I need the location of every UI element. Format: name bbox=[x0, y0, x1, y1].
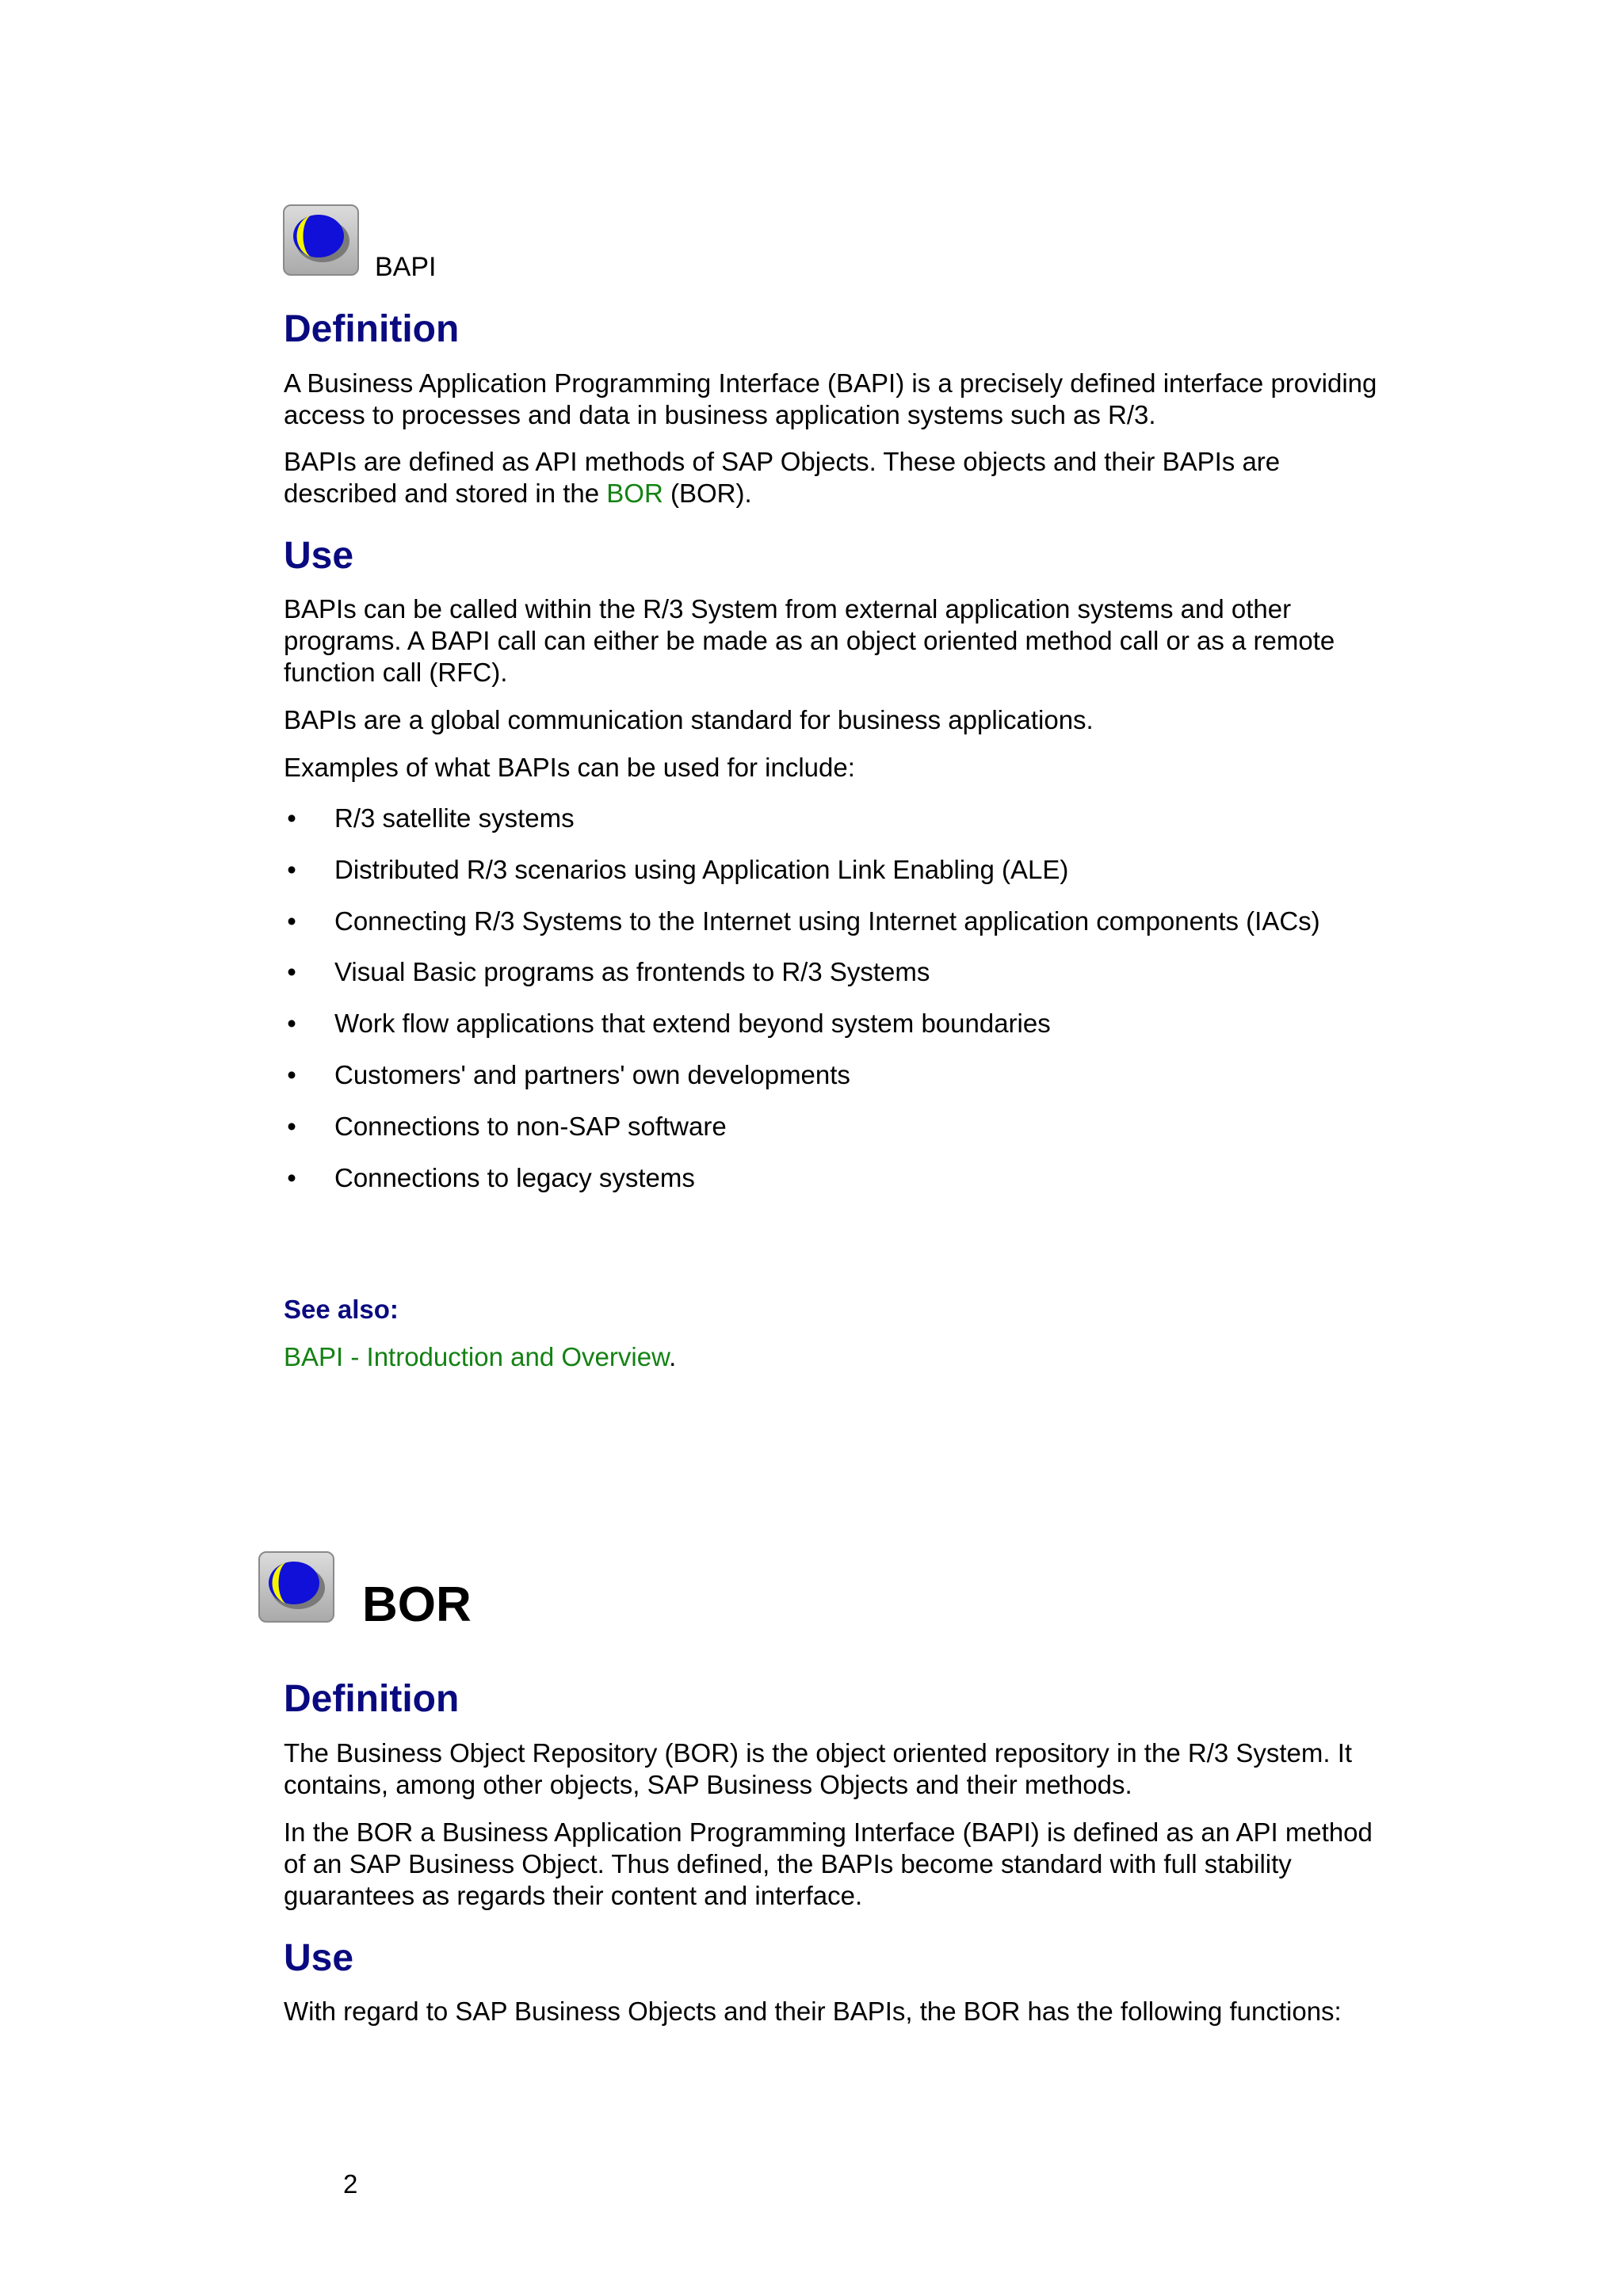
bor-definition-paragraph-1: The Business Object Repository (BOR) is the object oriented repository in the R/3 System. It contains, among other objects, SAP Business Objects and their methods. bbox=[284, 1738, 1353, 1799]
business-object-icon bbox=[283, 204, 359, 276]
list-item-text: Work flow applications that extend beyond system boundaries bbox=[334, 1009, 1051, 1038]
list-item bbox=[284, 1110, 1393, 1143]
bor-link[interactable]: BOR bbox=[606, 479, 663, 508]
section-title-bapi: BAPI bbox=[375, 252, 437, 282]
list-item bbox=[284, 1161, 1393, 1195]
list-item-text: Distributed R/3 scenarios using Application Link Enabling (ALE) bbox=[334, 855, 1069, 884]
bor-use-paragraph-1: With regard to SAP Business Objects and their BAPIs, the BOR has the following functions: bbox=[284, 1997, 1342, 2026]
list-item-text: Connecting R/3 Systems to the Internet using Internet application components (IACs) bbox=[334, 906, 1320, 936]
bullet-icon: • bbox=[287, 1163, 296, 1192]
list-item bbox=[284, 955, 1393, 989]
list-item bbox=[284, 1058, 1393, 1092]
list-item-text: Connections to non-SAP software bbox=[334, 1112, 727, 1141]
bullet-icon: • bbox=[287, 957, 296, 986]
bor-definition-heading: Definition bbox=[284, 1678, 460, 1720]
list-item bbox=[284, 1007, 1393, 1040]
list-item-text: Connections to legacy systems bbox=[334, 1163, 695, 1192]
bapi-definition-paragraph-1: A Business Application Programming Interface (BAPI) is a precisely defined interface providing access to processes and data in business application systems such as R/3. bbox=[284, 368, 1377, 429]
bapi-introduction-link[interactable]: BAPI - Introduction and Overview bbox=[284, 1342, 670, 1371]
bapi-use-heading: Use bbox=[284, 535, 354, 577]
list-item bbox=[284, 802, 1393, 835]
bapi-definition-paragraph-2 bbox=[284, 446, 1393, 509]
bor-use-heading: Use bbox=[284, 1937, 354, 1979]
bullet-icon: • bbox=[287, 1112, 296, 1141]
bullet-icon: • bbox=[287, 855, 296, 884]
bapi-definition-text-after-link: (BOR). bbox=[663, 479, 752, 508]
list-item-text: Visual Basic programs as frontends to R/3 Systems bbox=[334, 957, 930, 986]
section-title-bor: BOR bbox=[362, 1577, 472, 1632]
page-number: 2 bbox=[343, 2169, 358, 2199]
bapi-definition-heading: Definition bbox=[284, 308, 460, 350]
bapi-use-paragraph-2: BAPIs are a global communication standard for business applications. bbox=[284, 705, 1094, 734]
bullet-icon: • bbox=[287, 1060, 296, 1089]
see-also-label: See also: bbox=[284, 1295, 399, 1324]
bapi-definition-text-before-link: BAPIs are defined as API methods of SAP Objects. These objects and their BAPIs are described and stored in the bbox=[284, 447, 1281, 508]
list-item-text: Customers' and partners' own developments bbox=[334, 1060, 850, 1089]
bullet-icon: • bbox=[287, 1009, 296, 1038]
list-item bbox=[284, 905, 1393, 938]
bapi-usage-list bbox=[284, 802, 1393, 1213]
see-also-period: . bbox=[669, 1342, 677, 1371]
see-also-line bbox=[284, 1342, 676, 1372]
list-item-text: R/3 satellite systems bbox=[334, 803, 575, 833]
bapi-use-paragraph-3: Examples of what BAPIs can be used for include: bbox=[284, 753, 855, 782]
bapi-use-paragraph-1: BAPIs can be called within the R/3 System from external application systems and other programs. A BAPI call can either be made as an object oriented method call or as a remote function call (RFC). bbox=[284, 594, 1335, 687]
bullet-icon: • bbox=[287, 803, 296, 833]
bor-definition-paragraph-2: In the BOR a Business Application Programming Interface (BAPI) is defined as an API method of an SAP Business Object. Thus defined, the BAPIs become standard with full stability guarantees as regards their content and interface. bbox=[284, 1817, 1373, 1910]
list-item bbox=[284, 853, 1393, 887]
bullet-icon: • bbox=[287, 906, 296, 936]
business-object-icon bbox=[258, 1551, 334, 1623]
